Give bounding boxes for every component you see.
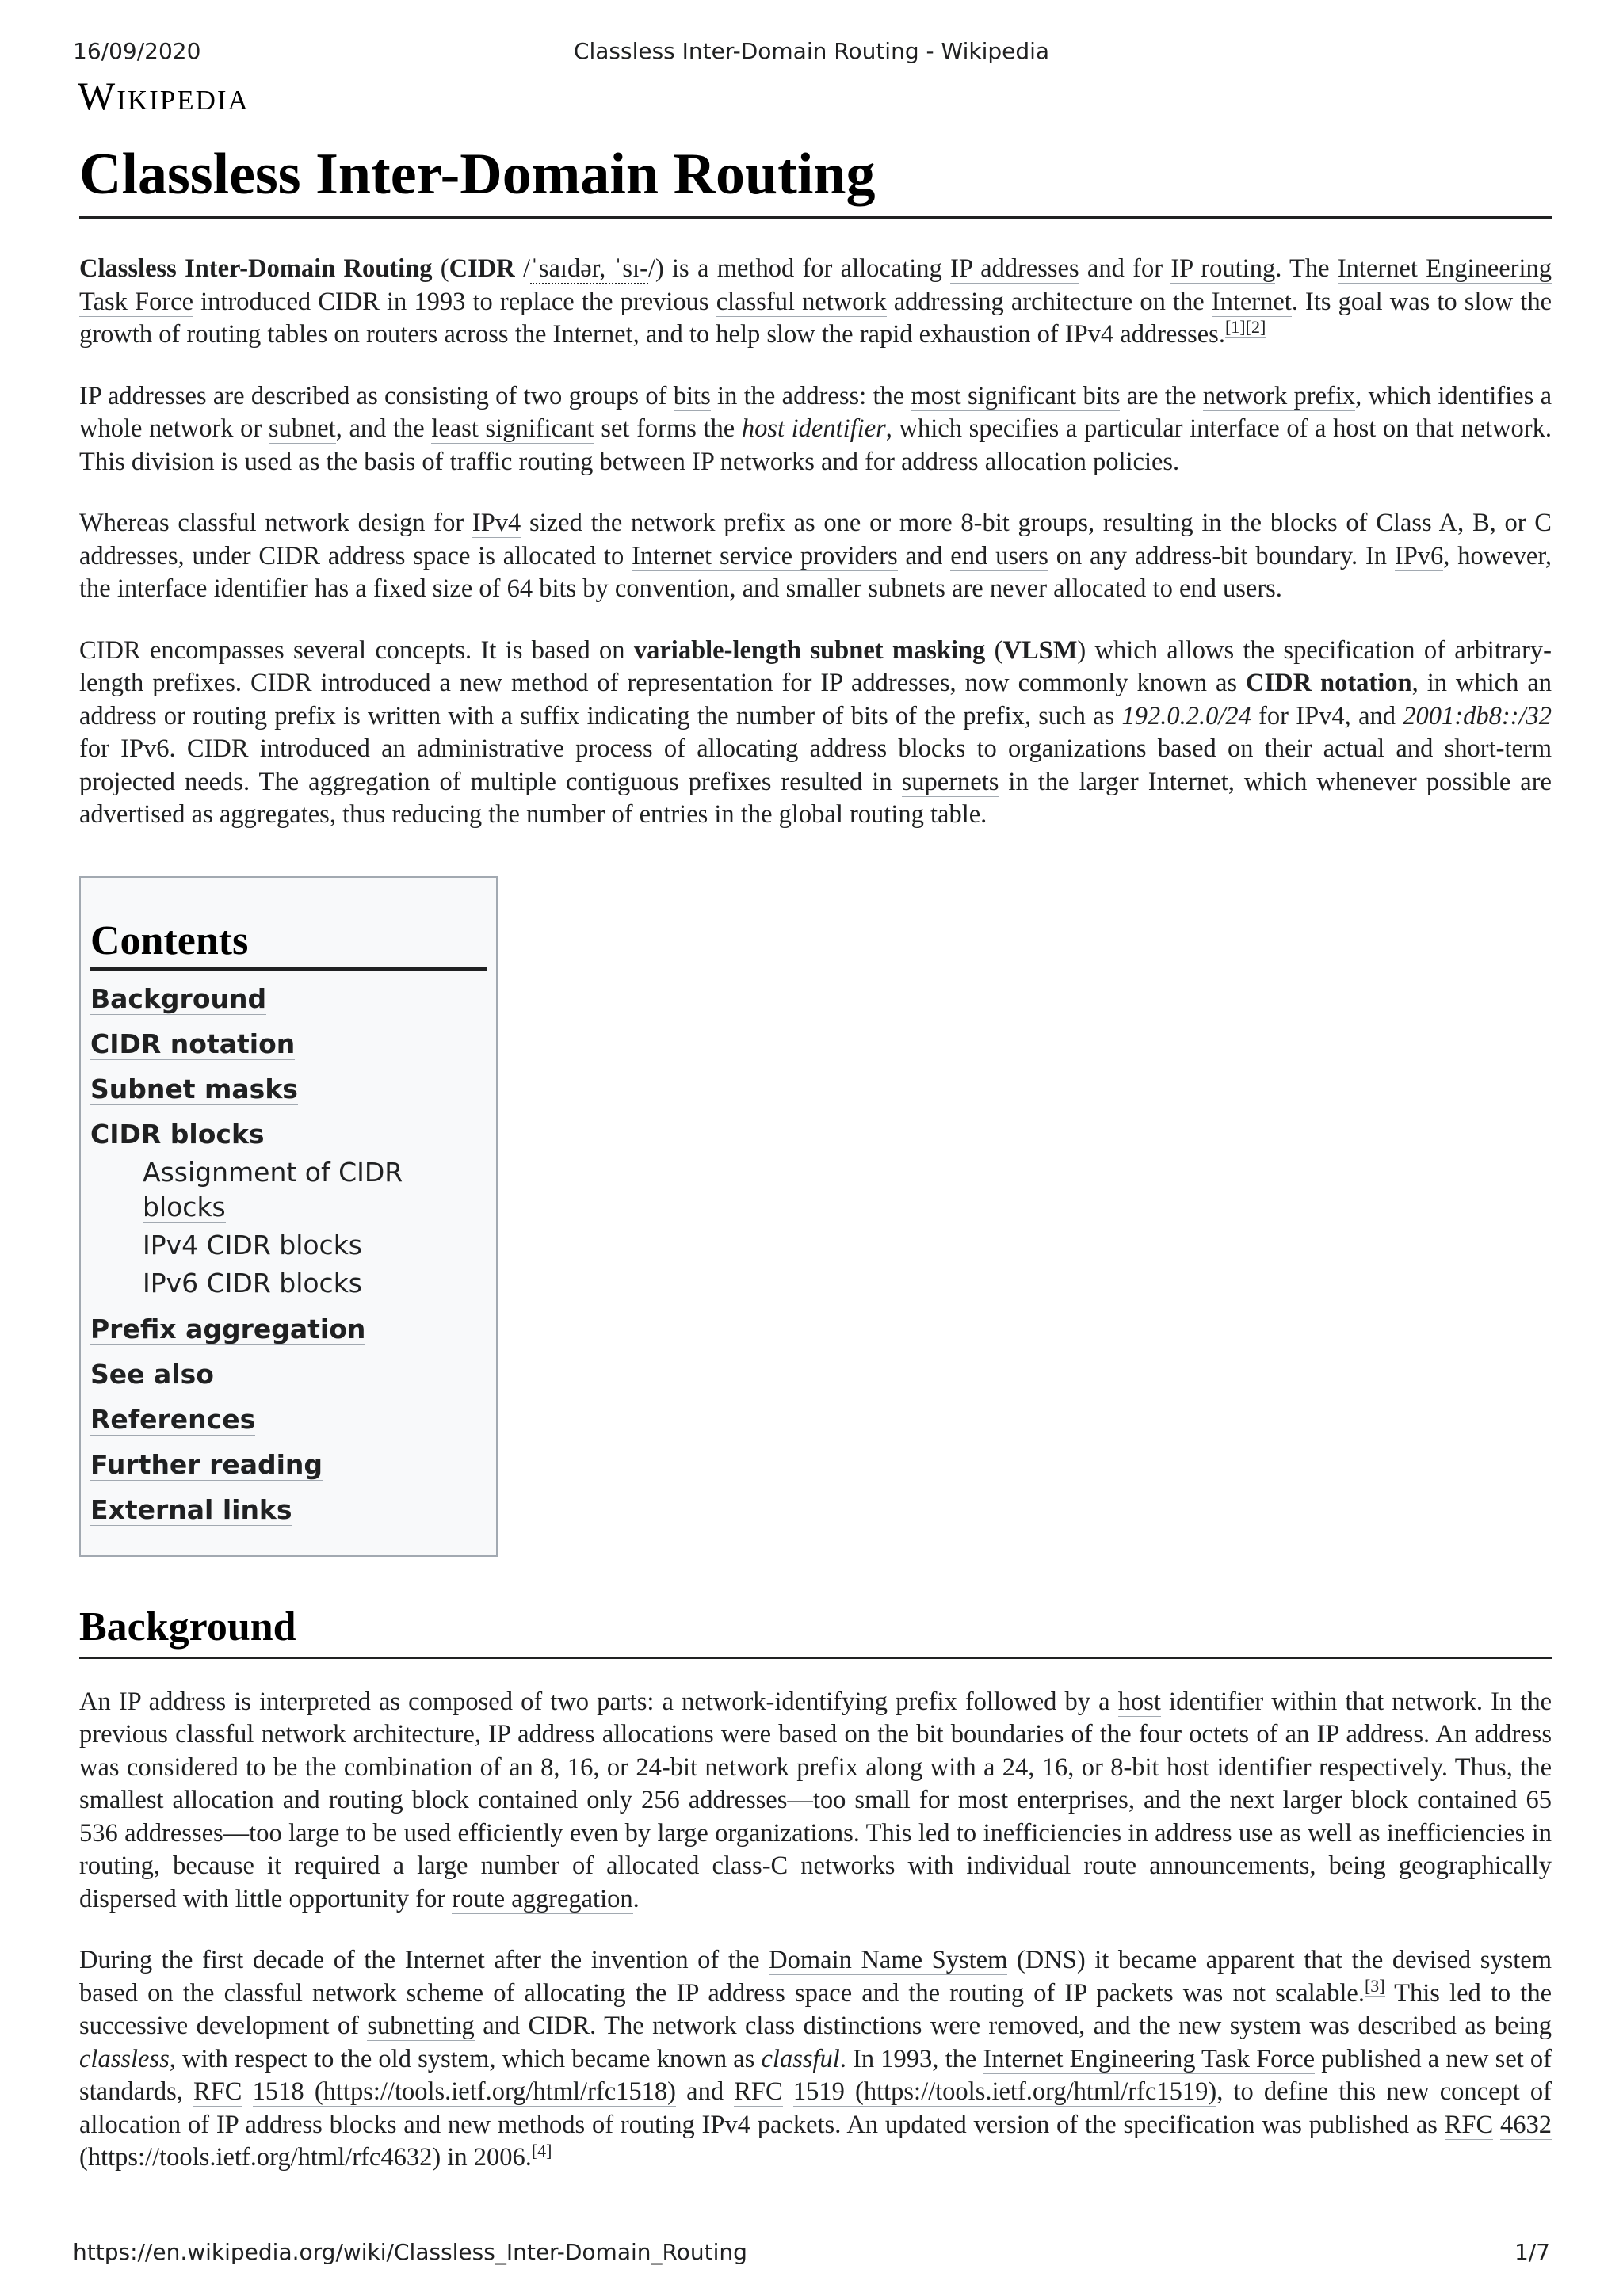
bold-term: variable-length subnet masking [633,635,986,665]
toc-sublist [143,1155,487,1301]
link-network-prefix[interactable]: network prefix [1202,381,1356,410]
toc-item-references[interactable]: References [90,1403,256,1435]
toc-list [90,982,487,1527]
print-date: 16/09/2020 [73,38,201,64]
toc-item-prefix-aggregation[interactable]: Prefix aggregation [90,1313,366,1344]
toc-item-subnet-masks[interactable]: Subnet masks [90,1073,298,1104]
toc-item-cidr-notation[interactable]: CIDR notation [90,1028,296,1059]
link-rfc1518[interactable]: 1518 (https://tools.ietf.org/html/rfc1518) [252,2077,676,2107]
toc-item-external-links[interactable]: External links [90,1493,292,1525]
print-page-number: 1/7 [1514,2239,1550,2265]
link-bits[interactable]: bits [673,381,711,410]
link-internet-service-providers[interactable]: Internet service providers [632,541,898,570]
link-route-aggregation[interactable]: route aggregation [452,1884,633,1913]
bold-term: VLSM [1002,635,1078,665]
link-ip-addresses[interactable]: IP addresses [950,254,1079,284]
article-content [79,141,1552,2203]
link-end-users[interactable]: end users [950,541,1048,570]
link-supernets[interactable]: supernets [901,767,999,796]
link-rfc1519[interactable]: 1519 (https://tools.ietf.org/html/rfc1519) [792,2077,1217,2107]
intro-paragraph-3: Whereas classful network design for IPv4 sized the network prefix as one or more 8-bit groups, resulting in the blocks of Class A, B, or C addresses, under CIDR address space is allocated to Internet service providers and end users on any address-bit boundary. In IPv6, however, the interface identifier has a fixed size of 64 bits by convention, and smaller subnets are never allocated to end users. [79,509,1552,604]
italic-term: 2001:db8::/32 [1403,701,1552,730]
link-domain-name-system[interactable]: Domain Name System [769,1946,1008,1975]
link-octets[interactable]: octets [1189,1720,1250,1749]
italic-term: classless [79,2044,170,2073]
ipa-pronunciation-link[interactable]: ˈsaɪdər, ˈsɪ- [530,254,648,284]
italic-term: 192.0.2.0/24 [1121,701,1251,730]
toc-item-see-also[interactable]: See also [90,1358,214,1390]
bold-term: CIDR [449,254,515,284]
link-ipv4-exhaustion[interactable]: exhaustion of IPv4 addresses [918,320,1219,349]
italic-term: host identifier [741,414,886,444]
citation-ref[interactable]: [3] [1364,1976,1385,1997]
background-paragraph-2: During the first decade of the Internet after the invention of the Domain Name System (DNS) it became apparent that the devised system based on the classful network scheme of allocating the IP address space and the routing of IP packets was not scalable.[3] This led to the successive development of subnetting and CIDR. The network class distinctions were removed, and the new system was described as being classless, with respect to the old system, which became known as classful. In 1993, the Internet Engineering Task Force published a new set of standards, RFC 1518 (https://tools.ietf.org/html/rfc1518) and RFC 1519 (https://tools.ietf.org/html/rfc1519), to define this new concept of allocation of IP address blocks and new methods of routing IPv4 packets. An updated version of the specification was published as RFC 4632 (https://tools.ietf.org/html/rfc4632) in 2006.[4] [79,1946,1552,2172]
link-ietf[interactable]: Internet Engineering Task Force [983,2044,1316,2073]
intro-paragraph-2: IP addresses are described as consisting of two groups of bits in the address: the most significant bits are the network prefix, which identifies a whole network or subnet, and the least significant set forms the host identifier, which specifies a particular interface of a host on that network. This division is used as the basis of traffic routing between IP networks and for address allocation policies. [79,381,1552,476]
wikipedia-logo: Wikipedia [78,74,250,118]
link-least-significant[interactable]: least significant [431,414,594,444]
intro-paragraph-4: CIDR encompasses several concepts. It is based on variable-length subnet masking (VLSM) which allows the specification of arbitrary-length prefixes. CIDR introduced a new method of representation for IP addresses, now commonly known as CIDR notation, in which an address or routing prefix is written with a suffix indicating the number of bits of the prefix, such as 192.0.2.0/24 for IPv4, and 2001:db8::/32 for IPv6. CIDR introduced an administrative process of allocating address blocks to organizations based on their actual and short-term projected needs. The aggregation of multiple contiguous prefixes resulted in supernets in the larger Internet, which whenever possible are advertised as aggregates, thus reducing the number of entries in the global routing table. [79,635,1552,830]
print-header [73,38,1550,70]
background-paragraph-1: An IP address is interpreted as composed of two parts: a network-identifying prefix followed by a host identifier within that network. In the previous classful network architecture, IP address allocations were based on the bit boundaries of the four octets of an IP address. An address was considered to be the combination of an 8, 16, or 24-bit network prefix along with a 24, 16, or 8-bit host identifier respectively. Thus, the smallest allocation and routing block contained only 256 addresses—too small for most enterprises, and the next larger block contained 65 536 addresses—too large to be used efficiently even by large organizations. This led to inefficiencies in address use as well as inefficiencies in routing, because it required a large number of allocated class-C networks with individual route announcements, being geographically dispersed with little opportunity for route aggregation. [79,1687,1552,1913]
link-internet[interactable]: Internet [1211,287,1292,316]
bold-term: CIDR notation [1246,669,1412,698]
link-subnetting[interactable]: subnetting [367,2012,475,2041]
article-title: Classless Inter-Domain Routing [79,141,1552,219]
link-routing-tables[interactable]: routing tables [186,320,328,349]
link-ipv4[interactable]: IPv4 [472,509,521,538]
toc-subitem-assignment[interactable]: Assignment of CIDR blocks [143,1156,403,1222]
link-rfc[interactable]: RFC [734,2077,783,2107]
link-scalable[interactable]: scalable [1275,1978,1358,2008]
print-footer [73,2239,1550,2271]
link-most-significant-bits[interactable]: most significant bits [911,381,1121,410]
print-doc-title: Classless Inter-Domain Routing - Wikipedia [573,38,1050,64]
link-ip-routing[interactable]: IP routing [1170,254,1276,284]
toc-subitem-ipv4-blocks[interactable]: IPv4 CIDR blocks [143,1229,363,1261]
citation-ref[interactable]: [4] [531,2140,552,2161]
toc-item-further-reading[interactable]: Further reading [90,1448,323,1480]
link-rfc4632[interactable]: 4632 (https://tools.ietf.org/html/rfc4632) [79,2110,1552,2172]
table-of-contents [79,876,498,1557]
toc-item-cidr-blocks[interactable]: CIDR blocks Assignment of CIDR blocks IPv4 CIDR blocks IPv6 CIDR blocks [90,1117,487,1301]
link-ipv6[interactable]: IPv6 [1394,541,1444,570]
bold-term: Classless Inter-Domain Routing [79,254,433,284]
link-rfc[interactable]: RFC [1444,2110,1494,2139]
section-heading-background: Background [79,1603,1552,1659]
intro-paragraph-1: Classless Inter-Domain Routing (CIDR /ˈsaɪdər, ˈsɪ-/) is a method for allocating IP addresses and for IP routing. The Internet Engineering Task Force introduced CIDR in 1993 to replace the previous classful network addressing architecture on the Internet. Its goal was to slow the growth of routing tables on routers across the Internet, and to help slow the rapid exhaustion of IPv4 addresses.[1][2] [79,254,1552,349]
italic-term: classful [761,2044,840,2073]
link-classful-network[interactable]: classful network [175,1720,346,1749]
toc-item-background[interactable]: Background [90,982,267,1014]
print-url: https://en.wikipedia.org/wiki/Classless_Inter-Domain_Routing [73,2239,747,2265]
link-ietf[interactable]: Internet Engineering Task Force [79,254,1552,316]
toc-subitem-ipv6-blocks[interactable]: IPv6 CIDR blocks [143,1267,363,1299]
citation-ref[interactable]: [1][2] [1224,317,1266,338]
link-rfc[interactable]: RFC [193,2077,242,2107]
link-routers[interactable]: routers [365,320,438,349]
link-host[interactable]: host [1117,1687,1161,1716]
toc-title: Contents [90,917,487,971]
link-subnet[interactable]: subnet [268,414,336,444]
link-classful-network[interactable]: classful network [716,287,887,316]
